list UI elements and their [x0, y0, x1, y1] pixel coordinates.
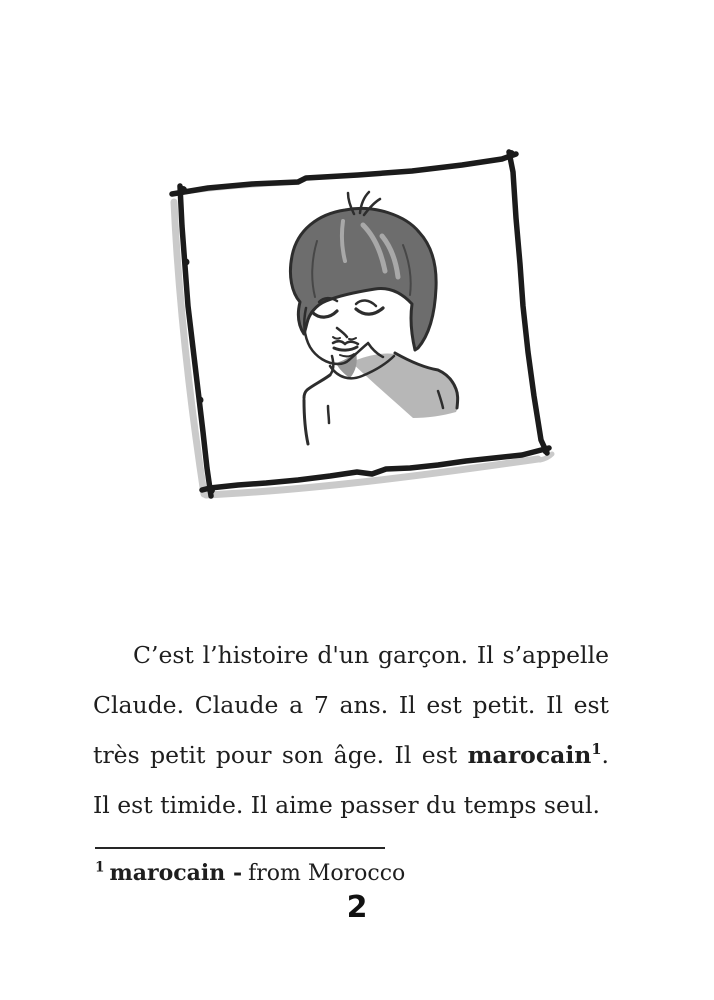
left-arm-line: [304, 400, 308, 444]
footnote-marker: 1: [95, 859, 105, 876]
sketch-frame: [172, 150, 550, 496]
right-eyebrow: [356, 300, 376, 306]
mouth: [333, 341, 358, 356]
paragraph-line-3: [93, 730, 609, 780]
page-number: 2: [346, 890, 368, 925]
paragraph-line-1: C’est l’histoire d'un garçon. Il s’appelle: [133, 641, 609, 669]
paragraph-line-4: Il est timide. Il aime passer du temps seul.: [93, 791, 600, 819]
story-paragraph: [93, 630, 609, 830]
right-eye: [356, 308, 383, 314]
left-shoulder-line: [304, 375, 330, 398]
footnote-rule: [95, 847, 385, 849]
boy-sketch: [290, 192, 458, 444]
line3-period: .: [601, 741, 609, 769]
bold-vocabulary-word: marocain: [467, 741, 592, 769]
footnote-definition: from Morocco: [248, 861, 406, 886]
left-eye: [312, 311, 337, 317]
footnote-reference-superscript: 1: [591, 741, 602, 759]
paragraph-line-2: Claude. Claude a 7 ans. Il est petit. Il est: [93, 691, 609, 719]
ink-blobs: [179, 150, 550, 494]
boy-portrait-illustration: [150, 138, 580, 530]
footnote-term: marocain -: [109, 860, 243, 886]
closed-eyes: [312, 308, 383, 317]
nose: [333, 328, 356, 339]
footnote: [95, 856, 611, 891]
chest-stroke: [328, 406, 329, 423]
line3-text: très petit pour son âge. Il est: [93, 741, 468, 769]
